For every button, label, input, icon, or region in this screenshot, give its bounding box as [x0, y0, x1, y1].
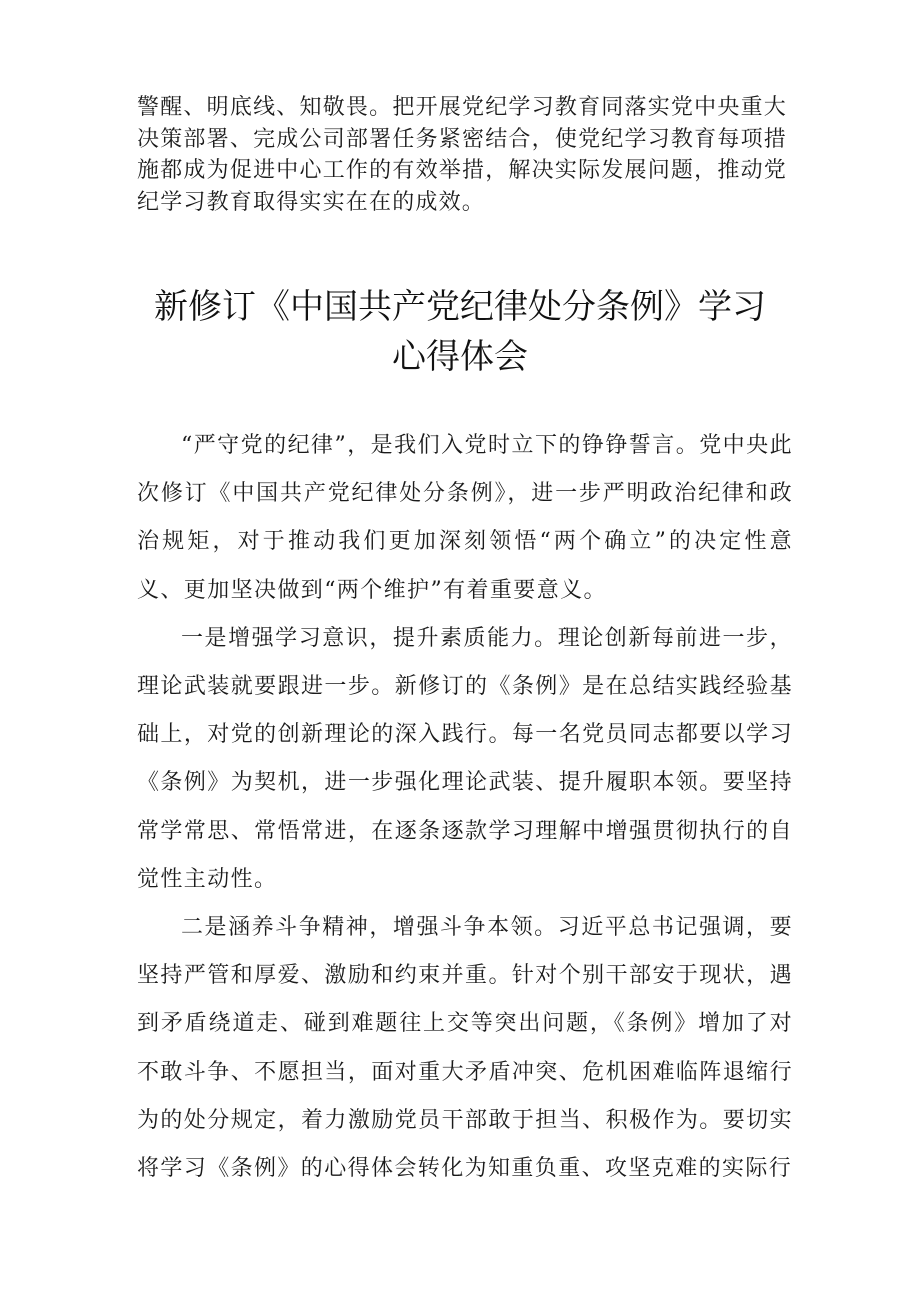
article-body: [137, 422, 793, 1193]
body-paragraph-intro: “严守党的纪律”，是我们入党时立下的铮铮誓言。党中央此次修订《中国共产党纪律处分条例》，进一步严明政治纪律和政治规矩，对于推动我们更加深刻领悟“两个确立”的决定性意义、更加坚决做到“两个维护”有着重要意义。: [137, 433, 793, 603]
lead-paragraph: 警醒、明底线、知敬畏。把开展党纪学习教育同落实党中央重大决策部署、完成公司部署任务紧密结合，使党纪学习教育每项措施都成为促进中心工作的有效举措，解决实际发展问题，推动党纪学习教育取得实实在在的成效。: [137, 95, 787, 215]
article-title-line-1: 新修订《中国共产党纪律处分条例》学习: [154, 287, 766, 327]
body-paragraph-point-1: 一是增强学习意识，提升素质能力。理论创新每前进一步，理论武装就要跟进一步。新修订的《条例》是在总结实践经验基础上，对党的创新理论的深入践行。每一名党员同志都要以学习《条例》为契机，进一步强化理论武装、提升履职本领。要坚持常学常思、常悟常进，在逐条逐款学习理解中增强贯彻执行的自觉性主动性。: [137, 625, 793, 892]
body-paragraph-point-2: 二是涵养斗争精神，增强斗争本领。习近平总书记强调，要坚持严管和厚爱、激励和约束并重。针对个别干部安于现状，遇到矛盾绕道走、碰到难题往上交等突出问题，《条例》增加了对不敢斗争、不愿担当，面对重大矛盾冲突、危机困难临阵退缩行为的处分规定，着力激励党员干部敢于担当、积极作为。要切实将学习《条例》的心得体会转化为知重负重、攻坚克难的实际行: [137, 915, 793, 1182]
article-title: [120, 282, 800, 382]
article-title-line-2: 心得体会: [392, 337, 528, 377]
